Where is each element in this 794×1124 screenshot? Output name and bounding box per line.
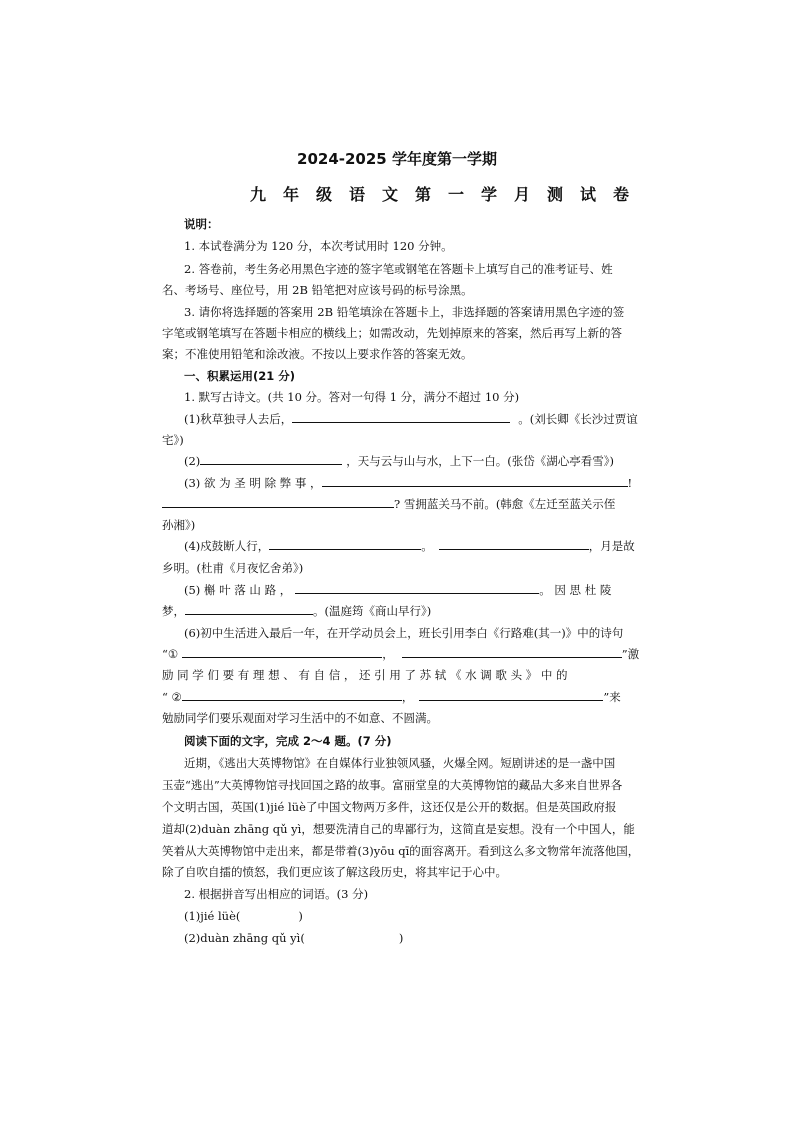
q1-intro: 1. 默写古诗文。(共 10 分。答对一句得 1 分，满分不超过 10 分) bbox=[184, 390, 520, 404]
q1-3-line bbox=[184, 475, 632, 491]
reading-paragraph-line: 笑着从大英博物馆中走出来，都是带着(3)yōu qī的面容离开。看到这么多文物常年流落他国， bbox=[162, 844, 640, 858]
q1-3-line2 bbox=[162, 496, 615, 512]
q1-5-suffix: 。 因 思 杜 陵 bbox=[539, 583, 612, 597]
instruction-item-2a: 2. 答卷前，考生务必用黑色字迹的签字笔或钢笔在答题卡上填写自己的准考证号、姓 bbox=[184, 262, 613, 276]
q1-6-b-mid: ， bbox=[382, 647, 394, 661]
q1-4-cont: 乡明。(杜甫《月夜忆舍弟》) bbox=[162, 561, 304, 575]
q1-2-suffix: ，天与云与山与水，上下一白。(张岱《湖心亭看雪》) bbox=[346, 454, 615, 468]
instruction-item-2b: 名、考场号、座位号，用 2B 铅笔把对应该号码的标号涂黑。 bbox=[162, 283, 473, 297]
reading-paragraph-line: 道却(2)duàn zhāng qǔ yì，想要洗清自己的卑鄙行为，这简直是妄想。没有一个中国人，能 bbox=[162, 822, 635, 836]
answer-blank[interactable] bbox=[182, 689, 402, 701]
reading-paragraph-line: 个文明古国，英国(1)jié lüè了中国文物两万多件，这还仅是公开的数据。但是英国政府报 bbox=[162, 800, 617, 814]
q1-6-d-mid: ， bbox=[401, 690, 414, 704]
q1-4-mid: 。 bbox=[421, 539, 433, 553]
q1-3-prefix: (3) 欲 为 圣 明 除 弊 事 ， bbox=[184, 476, 322, 490]
q1-1-line bbox=[184, 411, 638, 427]
answer-blank[interactable] bbox=[182, 646, 382, 658]
reading-paragraph-line: 除了自吹自擂的愤怒，我们更应该了解这段历史，将其牢记于心中。 bbox=[162, 865, 507, 879]
answer-blank[interactable] bbox=[185, 603, 313, 615]
q2-item-2-close: ) bbox=[398, 931, 404, 945]
q1-1-suffix: 。(刘长卿《长沙过贾谊 bbox=[518, 412, 638, 426]
q1-5-line bbox=[184, 582, 611, 598]
instruction-item-3c: 案；不准使用铅笔和涂改液。不按以上要求作答的答案无效。 bbox=[162, 347, 473, 361]
instruction-item-3a: 3. 请你将选择题的答案用 2B 铅笔填涂在答题卡上，非选择题的答案请用黑色字迹的签 bbox=[184, 305, 625, 319]
instruction-item-1: 1. 本试卷满分为 120 分，本次考试用时 120 分钟。 bbox=[184, 239, 453, 253]
q1-6-d-suffix: ”来 bbox=[603, 690, 621, 704]
q1-5-cont-prefix: 梦， bbox=[162, 604, 185, 618]
reading-paragraph-line: 玉壶“逃出”大英博物馆寻找回国之路的故事。富丽堂皇的大英博物馆的藏品大多来自世界各 bbox=[162, 778, 623, 792]
q1-3-suffix: ? 雪拥蓝关马不前。(韩愈《左迁至蓝关示侄 bbox=[394, 497, 616, 511]
q2-item-1 bbox=[184, 908, 303, 924]
q1-6-line-a: (6)初中生活进入最后一年，在开学动员会上，班长引用李白《行路难(其一)》中的诗句 bbox=[184, 626, 624, 640]
q1-3-end: ! bbox=[627, 476, 633, 490]
answer-blank[interactable] bbox=[269, 538, 421, 550]
q1-1-prefix: (1)秋草独寻人去后， bbox=[184, 412, 293, 426]
q1-2-line bbox=[184, 453, 614, 469]
q1-4-line bbox=[184, 538, 635, 554]
q2-item-2 bbox=[184, 930, 403, 946]
q1-5-cont-suffix: 。(温庭筠《商山早行》) bbox=[313, 604, 432, 618]
q1-4-suffix: ，月是故 bbox=[588, 539, 635, 553]
q1-6-line-b bbox=[162, 646, 639, 662]
q1-4-prefix: (4)戍鼓断人行， bbox=[184, 539, 270, 553]
q1-6-line-e: 勉励同学们要乐观面对学习生活中的不如意、不圆满。 bbox=[162, 711, 438, 725]
answer-blank[interactable] bbox=[439, 538, 589, 550]
answer-blank[interactable] bbox=[402, 646, 622, 658]
reading-heading: 阅读下面的文字，完成 2～4 题。(7 分) bbox=[184, 734, 392, 748]
q1-3-cont: 孙湘》) bbox=[162, 518, 196, 532]
q2-item-1-label: (1)jié lüè( bbox=[184, 909, 241, 923]
answer-blank[interactable] bbox=[419, 689, 603, 701]
instruction-item-3b: 字笔或钢笔填写在答题卡相应的横线上；如需改动，先划掉原来的答案，然后再写上新的答 bbox=[162, 326, 622, 340]
answer-blank[interactable] bbox=[162, 496, 394, 508]
answer-blank[interactable] bbox=[295, 582, 539, 594]
q1-6-line-c: 励 同 学 们 要 有 理 想 、 有 自 信 ， 还 引 用 了 苏 轼 《 水 调 歌 头 》 中 的 bbox=[162, 668, 568, 682]
q1-1-cont: 宅》) bbox=[162, 433, 184, 447]
q1-6-b-prefix: “① bbox=[162, 647, 179, 661]
q2-intro: 2. 根据拼音写出相应的词语。(3 分) bbox=[184, 887, 369, 901]
exam-title: 九年级语文第一学月测试卷 bbox=[250, 185, 647, 204]
instructions-label: 说明： bbox=[184, 217, 219, 231]
q1-6-b-suffix: ”激 bbox=[621, 647, 640, 661]
q1-5-line2 bbox=[162, 603, 431, 619]
reading-paragraph-line: 近期，《逃出大英博物馆》在自媒体行业独领风骚，火爆全网。短剧讲述的是一盏中国 bbox=[184, 756, 616, 770]
q1-6-line-d bbox=[162, 689, 621, 705]
q1-5-prefix: (5) 槲 叶 落 山 路 ， bbox=[184, 583, 292, 597]
q1-2-prefix: (2) bbox=[184, 454, 201, 468]
answer-blank[interactable] bbox=[200, 453, 342, 465]
answer-blank[interactable] bbox=[292, 411, 510, 423]
q1-6-d-prefix: “ ② bbox=[162, 690, 182, 704]
q2-item-1-close: ) bbox=[298, 909, 303, 923]
year-term-title: 2024-2025 学年度第一学期 bbox=[297, 150, 497, 168]
section1-heading: 一、积累运用(21 分) bbox=[184, 369, 296, 383]
answer-blank[interactable] bbox=[322, 475, 628, 487]
q2-item-2-label: (2)duàn zhāng qǔ yì( bbox=[184, 931, 305, 945]
